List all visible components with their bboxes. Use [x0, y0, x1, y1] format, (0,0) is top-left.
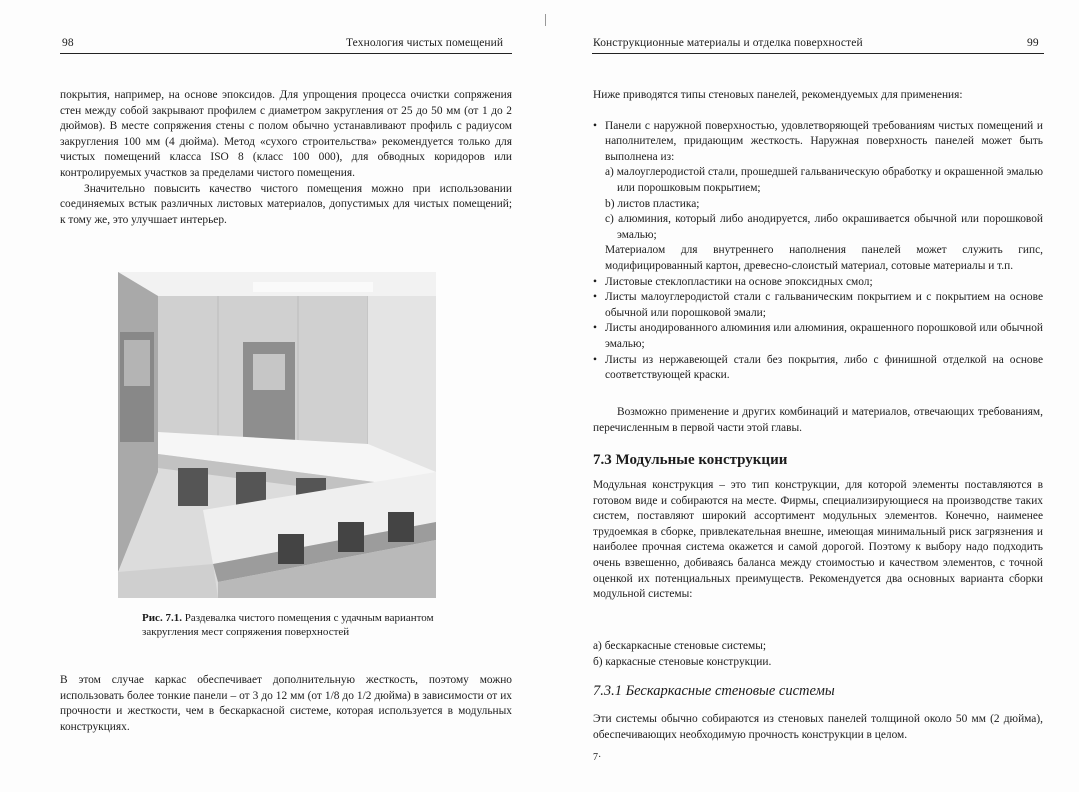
- section-title: 7.3 Модульные конструкции: [593, 452, 788, 468]
- panel-types-intro: Ниже приводятся типы стеновых панелей, рекомендуемых для применения:: [593, 89, 963, 101]
- panel-types-list: [593, 119, 1043, 166]
- subsection-title: 7.3.1 Бескаркасные стеновые системы: [593, 683, 835, 699]
- panel-types-list-continued: [593, 275, 1043, 384]
- combinations-paragraph: Возможно применение и других комбинаций и материалов, отвечающих требованиям, перечисленным в первой части этой главы.: [593, 406, 1043, 434]
- right-frameless-block: [593, 712, 1043, 743]
- modular-paragraph: Модульная конструкция – это тип конструкции, для которой элементы поставляются в готовом виде и собираются на месте. Фирмы, специализирующиеся на производстве таких систем, поставляют широкий ассортимент модульных элементов. Конечно, наименее трудоемкая в сборке, привлекательная внешне, имеющая минимальный риск загрязнения и наиболее прочная система окажется и самой дорогой. Поэтому к выбору надо подходить очень взвешенно, добиваясь баланса между стоимостью и качеством элементов, с точной оценкой их потенциальных преимуществ. Рекомендуется два основных варианта сборки модульной системы:: [593, 479, 1043, 601]
- right-page: [540, 0, 1079, 792]
- left-page-number: 98: [62, 37, 74, 49]
- right-running-header: Конструкционные материалы и отделка поверхностей: [593, 37, 863, 49]
- panel-type-1: Панели с наружной поверхностью, удовлетворяющей требованиям чистых помещений и наполнителем, придающим жесткость. Наружная поверхность панелей может быть выполнена из:: [605, 119, 1043, 163]
- left-running-header: Технология чистых помещений: [346, 37, 504, 49]
- right-text-block-top: [593, 88, 1043, 384]
- list-item: • Листы малоуглеродистой стали с гальваническим покрытием и с покрытием на основе обычной или порошковой эмали;: [593, 290, 1043, 321]
- frameless-paragraph: Эти системы обычно собираются из стеновых панелей толщиной около 50 мм (2 дюйма), обеспечивающих необходимую прочность конструкции в целом.: [593, 713, 1043, 741]
- assembly-option-a: а) бескаркасные стеновые системы;: [593, 640, 767, 652]
- figure-label: Рис. 7.1.: [142, 612, 182, 624]
- left-paragraph-1: покрытия, например, на основе эпоксидов. Для упрощения процесса очистки сопряжения стен между собой закрывают профилем с диаметром закругления от 25 до 50 мм (от 1 до 2 дюймов). В месте сопряжения стены с полом обычно устанавливают профиль с радиусом закругления 100 мм (4 дюйма). Метод «сухого строительства» рекомендуется только для чистых помещений класса ISO 8 (класс 100 000), для обводных коридоров или контролируемых участков за пределами чистого помещения.: [60, 89, 512, 179]
- list-item: [593, 119, 1043, 166]
- left-text-block-top: [60, 88, 512, 228]
- figure-caption-text: Раздевалка чистого помещения с удачным вариантом закругления мест сопряжения поверхностей: [142, 612, 434, 638]
- panel-material-b: b) листов пластика;: [605, 197, 700, 210]
- assembly-options: [593, 639, 1043, 670]
- assembly-option-b: б) каркасные стеновые конструкции.: [593, 655, 772, 668]
- right-combos-block: [593, 405, 1043, 436]
- left-paragraph-3: В этом случае каркас обеспечивает дополнительную жесткость, поэтому можно использовать более тонкие панели – от 3 до 12 мм (от 1/8 до 1/2 дюйма) в зависимости от их прочности и жесткости, чем в бескаркасной системе, которая используется в модульных конструкциях.: [60, 674, 512, 733]
- right-page-number: 99: [1027, 37, 1039, 49]
- panel-filler-note: Материалом для внутреннего наполнения панелей может служить гипс, модифицированный картон, древесно-слоистый материал, сотовые материалы и т.п.: [605, 244, 1043, 272]
- left-header-rule: [60, 53, 512, 54]
- list-item: • Листы из нержавеющей стали без покрытия, либо с финишной отделкой на основе соответствующей краски.: [593, 353, 1043, 384]
- right-modular-block: [593, 478, 1043, 603]
- figure-caption: [142, 612, 472, 639]
- cleanroom-photo-illustration: [118, 272, 436, 598]
- footer-mark: 7·: [593, 752, 602, 763]
- panel-material-a: а) малоуглеродистой стали, прошедшей гальваническую обработку и окрашенной эмалью или порошковым покрытием;: [605, 166, 1043, 194]
- right-header-rule: [592, 53, 1044, 54]
- panel-material-c: с) алюминия, который либо анодируется, либо окрашивается обычной или порошковой эмалью;: [605, 213, 1043, 241]
- left-text-block-bottom: [60, 673, 512, 735]
- list-item: • Листы анодированного алюминия или алюминия, окрашенного порошковой или обычной эмалью;: [593, 321, 1043, 352]
- list-item: • Листовые стеклопластики на основе эпоксидных смол;: [593, 275, 1043, 291]
- figure-cleanroom-photo: [118, 272, 436, 598]
- left-paragraph-2: Значительно повысить качество чистого помещения можно при использовании соединяемых встык различных листовых материалов, допустимых для чистых помещений; к тому же, это улучшает интерьер.: [60, 182, 512, 226]
